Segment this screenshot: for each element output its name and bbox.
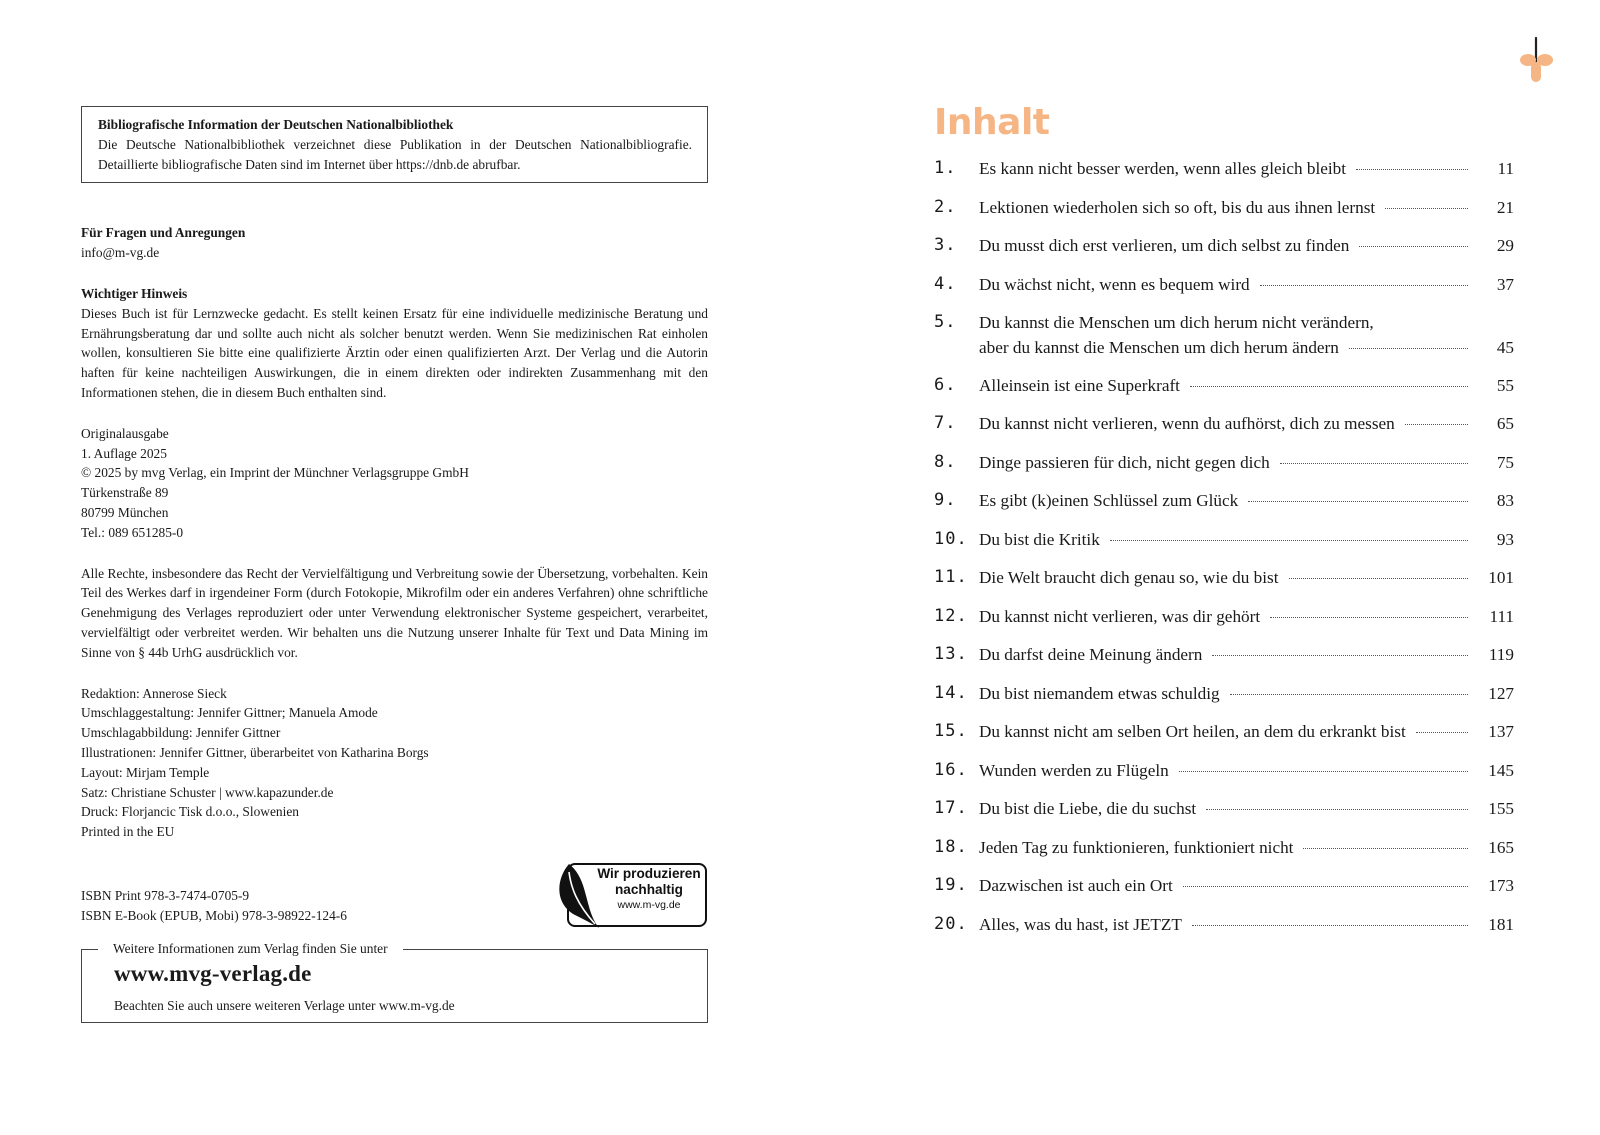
credits-section bbox=[81, 684, 708, 842]
isbn-ebook: ISBN E-Book (EPUB, Mobi) 978-3-98922-124-6 bbox=[81, 907, 347, 923]
notice-heading: Wichtiger Hinweis bbox=[81, 285, 188, 301]
toc-entry[interactable] bbox=[934, 272, 1514, 297]
toc-entry[interactable] bbox=[934, 719, 1514, 744]
edition-section bbox=[81, 424, 708, 543]
toc-entry-line bbox=[979, 835, 1514, 860]
toc-entry[interactable] bbox=[934, 604, 1514, 629]
toc-entry[interactable] bbox=[934, 681, 1514, 706]
toc-entry-title: Die Welt braucht dich genau so, wie du bist bbox=[979, 568, 1279, 587]
toc-number: 18. bbox=[934, 836, 968, 857]
toc-dot-leader bbox=[1280, 463, 1468, 464]
edition-line: Türkenstraße 89 bbox=[81, 485, 169, 501]
toc-entry-line bbox=[979, 758, 1514, 783]
toc-entry-title: Du musst dich erst verlieren, um dich selbst zu finden bbox=[979, 236, 1350, 255]
badge-line1: Wir produzieren bbox=[597, 865, 701, 881]
toc-entry-body bbox=[979, 719, 1514, 744]
toc-page-number: 119 bbox=[1488, 645, 1514, 664]
toc-entry-body bbox=[979, 272, 1514, 297]
toc-entry[interactable] bbox=[934, 835, 1514, 860]
notice-text: Dieses Buch ist für Lernzwecke gedacht. Es stellt keinen Ersatz für eine individuelle medizinische Beratung und Ernährungsberatung dar und sollte auch nicht als solcher benutzt werden. Wenn Sie medizinischen Rat einholen wollen, konsultieren Sie bitte eine qualifizierte Ärztin oder einen qualifizierten Arzt. Der Verlag und die Autorin haften für keine nachteiligen Auswirkungen, die in einem direkten oder indirekten Zusammenhang mit den Informationen stehen, die in diesem Buch enthalten sind. bbox=[81, 305, 708, 400]
toc-entry-line bbox=[979, 527, 1514, 552]
toc-number: 2. bbox=[934, 196, 957, 217]
toc-entry-body bbox=[979, 796, 1514, 821]
toc-entry[interactable] bbox=[934, 796, 1514, 821]
toc-number: 12. bbox=[934, 605, 968, 626]
toc-entry[interactable] bbox=[934, 233, 1514, 258]
toc-entry-line bbox=[979, 565, 1514, 590]
toc-dot-leader bbox=[1359, 246, 1468, 247]
toc-dot-leader bbox=[1179, 771, 1468, 772]
toc-entry-line bbox=[979, 195, 1514, 220]
toc-page-number: 93 bbox=[1496, 529, 1514, 549]
toc-entry[interactable] bbox=[934, 873, 1514, 898]
credit-line: Satz: Christiane Schuster | www.kapazunder.de bbox=[81, 784, 334, 800]
toc-entry-title: Du wächst nicht, wenn es bequem wird bbox=[979, 274, 1250, 294]
edition-line: Tel.: 089 651285-0 bbox=[81, 524, 184, 540]
isbn-print: ISBN Print 978-3-7474-0705-9 bbox=[81, 887, 250, 903]
toc-dot-leader bbox=[1230, 694, 1468, 695]
toc-page-number: 45 bbox=[1496, 338, 1514, 357]
toc-entry-body bbox=[979, 912, 1514, 937]
toc-page-number: 21 bbox=[1496, 197, 1514, 217]
toc-entry-line bbox=[979, 450, 1514, 475]
badge-url: www.m-vg.de bbox=[617, 898, 681, 911]
credit-line: Redaktion: Annerose Sieck bbox=[81, 685, 227, 701]
toc-entry-line bbox=[979, 335, 1514, 360]
notice-section bbox=[81, 284, 708, 403]
toc-entry-body bbox=[979, 835, 1514, 860]
toc-entry-title: aber du kannst die Menschen um dich herum ändern bbox=[979, 338, 1339, 357]
toc-page-number: 55 bbox=[1496, 375, 1514, 395]
isbn-row bbox=[81, 862, 708, 938]
toc-number: 19. bbox=[934, 875, 968, 895]
toc-number: 7. bbox=[934, 413, 957, 433]
edition-line: Originalausgabe bbox=[81, 425, 169, 441]
toc-dot-leader bbox=[1206, 809, 1468, 810]
toc-entry-body bbox=[979, 156, 1514, 181]
toc-number: 9. bbox=[934, 490, 957, 510]
toc-dot-leader bbox=[1110, 540, 1468, 541]
toc-page-number: 83 bbox=[1496, 491, 1514, 510]
toc-entry-body bbox=[979, 373, 1514, 398]
toc-number: 16. bbox=[934, 759, 968, 780]
toc-entry-title: Alles, was du hast, ist JETZT bbox=[979, 914, 1182, 934]
credit-line: Layout: Mirjam Temple bbox=[81, 764, 210, 780]
toc-number: 3. bbox=[934, 235, 957, 255]
toc-page-number: 155 bbox=[1488, 799, 1514, 818]
toc-dot-leader bbox=[1303, 848, 1468, 849]
toc-number: 13. bbox=[934, 644, 968, 664]
toc-entry-line bbox=[979, 912, 1514, 937]
toc-entry-line bbox=[979, 873, 1514, 898]
toc-entry[interactable] bbox=[934, 488, 1514, 513]
edition-line: 80799 München bbox=[81, 504, 169, 520]
toc-number: 17. bbox=[934, 798, 968, 818]
toc-entry-line bbox=[979, 488, 1514, 513]
toc-entry-title: Du bist die Kritik bbox=[979, 529, 1100, 549]
imprint-page bbox=[81, 106, 708, 1023]
sprout-icon bbox=[1520, 36, 1554, 86]
biblio-info-box bbox=[81, 106, 708, 183]
toc-entry-line bbox=[979, 681, 1514, 706]
toc-page-number: 145 bbox=[1488, 760, 1514, 780]
toc-number: 8. bbox=[934, 451, 957, 472]
edition-line: 1. Auflage 2025 bbox=[81, 445, 167, 461]
toc-page-number: 11 bbox=[1497, 159, 1514, 178]
toc-page-number: 75 bbox=[1496, 452, 1514, 472]
toc-number: 11. bbox=[934, 567, 968, 587]
credit-line: Printed in the EU bbox=[81, 824, 175, 840]
toc-entry[interactable] bbox=[934, 310, 1514, 360]
toc-number: 14. bbox=[934, 682, 968, 703]
toc-entry[interactable] bbox=[934, 411, 1514, 436]
toc-page-number: 101 bbox=[1488, 568, 1514, 587]
toc-dot-leader bbox=[1385, 208, 1468, 209]
toc-entry[interactable] bbox=[934, 527, 1514, 552]
isbn-block bbox=[81, 886, 347, 926]
toc-dot-leader bbox=[1192, 925, 1468, 926]
toc-entry-title: Lektionen wiederholen sich so oft, bis du aus ihnen lernst bbox=[979, 197, 1376, 217]
toc-entry-title: Du bist die Liebe, die du suchst bbox=[979, 799, 1197, 818]
contact-heading: Für Fragen und Anregungen bbox=[81, 225, 246, 241]
toc-page-number: 127 bbox=[1488, 683, 1514, 703]
toc-page-number: 37 bbox=[1496, 274, 1514, 294]
website-legend: Weitere Informationen zum Verlag finden Sie unter bbox=[98, 939, 403, 959]
biblio-text: Die Deutsche Nationalbibliothek verzeichnet diese Publikation in der Deutschen Nationalbibliografie. Detaillierte bibliografische Daten sind im Internet über https://dnb.de abrufbar. bbox=[98, 136, 692, 172]
biblio-title: Bibliografische Information der Deutschen Nationalbibliothek bbox=[98, 117, 454, 132]
toc-dot-leader bbox=[1183, 886, 1468, 887]
toc-entry[interactable] bbox=[934, 642, 1514, 667]
toc-page-number: 29 bbox=[1496, 236, 1514, 255]
toc-dot-leader bbox=[1416, 732, 1468, 733]
toc-entry-body bbox=[979, 527, 1514, 552]
website-box bbox=[81, 940, 708, 1023]
toc-page-number: 111 bbox=[1489, 606, 1514, 626]
contents-page bbox=[934, 100, 1514, 950]
toc-number: 5. bbox=[934, 312, 957, 332]
edition-line: © 2025 by mvg Verlag, ein Imprint der Münchner Verlagsgruppe GmbH bbox=[81, 465, 469, 481]
toc-entry[interactable] bbox=[934, 450, 1514, 475]
toc-entry-line bbox=[979, 796, 1514, 821]
toc-entry-title: Es kann nicht besser werden, wenn alles gleich bleibt bbox=[979, 159, 1347, 178]
toc-dot-leader bbox=[1405, 424, 1468, 425]
toc-number: 10. bbox=[934, 528, 968, 549]
badge-line2: nachhaltig bbox=[615, 881, 683, 897]
toc-entry-line bbox=[979, 233, 1514, 258]
toc-number: 4. bbox=[934, 273, 957, 294]
toc-list bbox=[934, 156, 1514, 937]
credit-line: Umschlaggestaltung: Jennifer Gittner; Manuela Amode bbox=[81, 705, 378, 721]
toc-entry-title: Es gibt (k)einen Schlüssel zum Glück bbox=[979, 491, 1239, 510]
toc-page-number: 173 bbox=[1488, 876, 1514, 895]
toc-entry-line bbox=[979, 272, 1514, 297]
toc-entry-title: Du kannst nicht verlieren, wenn du aufhörst, dich zu messen bbox=[979, 414, 1395, 433]
toc-entry-title: Wunden werden zu Flügeln bbox=[979, 760, 1169, 780]
credit-line: Illustrationen: Jennifer Gittner, überarbeitet von Katharina Borgs bbox=[81, 744, 429, 760]
toc-entry-title: Du bist niemandem etwas schuldig bbox=[979, 683, 1220, 703]
toc-entry[interactable] bbox=[934, 195, 1514, 220]
toc-number: 20. bbox=[934, 913, 968, 934]
toc-page-number: 137 bbox=[1488, 722, 1514, 741]
badge-text bbox=[593, 866, 705, 912]
toc-entry-body bbox=[979, 758, 1514, 783]
toc-dot-leader bbox=[1248, 501, 1468, 502]
toc-entry[interactable] bbox=[934, 758, 1514, 783]
sustainability-badge bbox=[555, 862, 707, 928]
toc-entry-body bbox=[979, 195, 1514, 220]
toc-entry[interactable] bbox=[934, 373, 1514, 398]
toc-title: Inhalt bbox=[934, 102, 1050, 143]
toc-entry[interactable] bbox=[934, 156, 1514, 181]
website-url[interactable]: www.mvg-verlag.de bbox=[114, 960, 312, 986]
contact-email[interactable]: info@m-vg.de bbox=[81, 245, 160, 261]
toc-dot-leader bbox=[1270, 617, 1468, 618]
toc-entry-body bbox=[979, 488, 1514, 513]
website-note: Beachten Sie auch unsere weiteren Verlage unter www.m-vg.de bbox=[114, 997, 455, 1013]
toc-entry-title: Jeden Tag zu funktionieren, funktioniert nicht bbox=[979, 837, 1294, 857]
credit-line: Umschlagabbildung: Jennifer Gittner bbox=[81, 725, 281, 741]
toc-entry-line bbox=[979, 604, 1514, 629]
toc-dot-leader bbox=[1190, 386, 1468, 387]
toc-entry-body bbox=[979, 450, 1514, 475]
contact-section bbox=[81, 223, 708, 263]
toc-entry-line bbox=[979, 719, 1514, 744]
toc-entry-body bbox=[979, 565, 1514, 590]
toc-entry[interactable] bbox=[934, 912, 1514, 937]
toc-entry-body bbox=[979, 873, 1514, 898]
toc-number: 15. bbox=[934, 721, 968, 741]
toc-entry-body bbox=[979, 681, 1514, 706]
toc-entry-title: Du kannst nicht verlieren, was dir gehört bbox=[979, 606, 1261, 626]
toc-entry-line bbox=[979, 156, 1514, 181]
toc-entry-line bbox=[979, 373, 1514, 398]
toc-entry-title: Du kannst die Menschen um dich herum nicht verändern, bbox=[979, 313, 1374, 332]
toc-entry-title: Dinge passieren für dich, nicht gegen dich bbox=[979, 452, 1270, 472]
toc-dot-leader bbox=[1349, 348, 1468, 349]
toc-number: 6. bbox=[934, 374, 957, 395]
toc-entry-body bbox=[979, 411, 1514, 436]
toc-entry-title: Du kannst nicht am selben Ort heilen, an dem du erkrankt bist bbox=[979, 722, 1406, 741]
toc-entry-line bbox=[979, 642, 1514, 667]
toc-dot-leader bbox=[1356, 169, 1468, 170]
toc-page-number: 181 bbox=[1488, 914, 1514, 934]
toc-entry-title: Alleinsein ist eine Superkraft bbox=[979, 375, 1180, 395]
rights-text: Alle Rechte, insbesondere das Recht der Vervielfältigung und Verbreitung sowie der Übersetzung, vorbehalten. Kein Teil des Werkes darf in irgendeiner Form (durch Fotokopie, Mikrofilm oder ein anderes Verfahren) ohne schriftliche Genehmigung des Verlages reproduziert oder unter Verwendung elektronischer Systeme gespeichert, verarbeitet, vervielfältigt oder verbreitet werden. Wir behalten uns die Nutzung unserer Inhalte für Text und Data Mining im Sinne von § 44b UrhG ausdrücklich vor. bbox=[81, 565, 708, 660]
toc-dot-leader bbox=[1289, 578, 1469, 579]
toc-entry-title: Du darfst deine Meinung ändern bbox=[979, 645, 1203, 664]
toc-entry-line bbox=[979, 411, 1514, 436]
toc-entry-title: Dazwischen ist auch ein Ort bbox=[979, 876, 1173, 895]
toc-dot-leader bbox=[1260, 285, 1468, 286]
toc-page-number: 65 bbox=[1496, 414, 1514, 433]
toc-number: 1. bbox=[934, 158, 957, 178]
toc-page-number: 165 bbox=[1488, 837, 1514, 857]
toc-entry-body bbox=[979, 604, 1514, 629]
credit-line: Druck: Florjancic Tisk d.o.o., Slowenien bbox=[81, 804, 299, 820]
toc-entry-body bbox=[979, 310, 1514, 360]
toc-entry-body bbox=[979, 642, 1514, 667]
toc-entry[interactable] bbox=[934, 565, 1514, 590]
toc-dot-leader bbox=[1212, 655, 1468, 656]
toc-entry-body bbox=[979, 233, 1514, 258]
